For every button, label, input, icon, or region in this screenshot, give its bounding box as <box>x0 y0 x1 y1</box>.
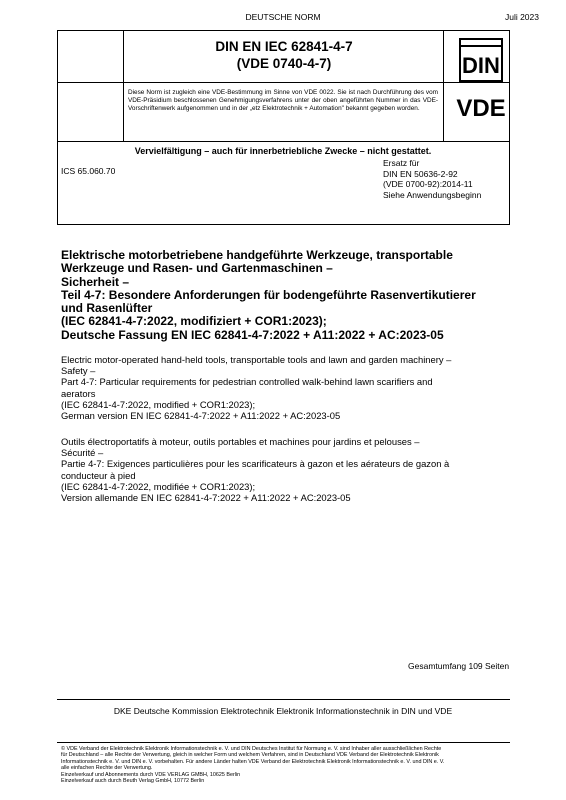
reproduction-notice: Vervielfältigung – auch für innerbetriebliche Zwecke – nicht gestattet. <box>134 146 432 156</box>
copyright-footer <box>61 746 511 784</box>
publisher: DKE Deutsche Kommission Elektrotechnik Elektronik Informationstechnik in DIN und VDE <box>113 706 453 716</box>
replacement-line: (VDE 0700-92):2014-11 <box>383 179 473 189</box>
document-type: DEUTSCHE NORM <box>245 12 321 22</box>
title-line: Teil 4-7: Besondere Anforderungen für bodengeführte Rasenvertikutierer <box>61 287 476 302</box>
footer-line: alle einfachen Rechte der Verwertung. <box>61 765 153 772</box>
title-line: Partie 4-7: Exigences particulières pour les scarificateurs à gazon et les aérateurs de gazon à <box>61 458 450 470</box>
title-line: Sicherheit – <box>61 274 130 289</box>
divider <box>57 742 510 743</box>
vde-logo-text: VDE <box>456 95 506 122</box>
title-line: und Rasenlüfter <box>61 301 153 316</box>
footer-line: © VDE Verband der Elektrotechnik Elektronik Informationstechnik e. V. und DIN Deutsches Institut für Normung e. V. sind Inhaber aller ausschließlichen Rechte <box>61 746 442 752</box>
title-english <box>61 354 526 421</box>
title-line: Electric motor-operated hand-held tools, transportable tools and lawn and garden machinery – <box>61 354 452 365</box>
din-logo-text: DIN <box>462 53 500 78</box>
vde-notice: Diese Norm ist zugleich eine VDE-Bestimmung im Sinne von VDE 0022. Sie ist nach Durchführung des vom VDE-Präsidium beschlossenen Genehmigungsverfahrens unter der oben angeführten Nummer in das VDE-Vorschriftenwerk aufgenommen und in der „etz Elektrotechnik + Automation" bekannt gegeben worden. <box>128 89 438 113</box>
title-line: conducteur à pied <box>61 469 136 481</box>
title-line: Version allemande EN IEC 62841-4-7:2022 + A11:2022 + AC:2023-05 <box>61 492 351 504</box>
total-pages: Gesamtumfang 109 Seiten <box>408 661 510 671</box>
title-line: German version EN IEC 62841-4-7:2022 + A11:2022 + AC:2023-05 <box>61 410 341 422</box>
footer-line: Einzelverkauf und Abonnements durch VDE VERLAG GMBH, 10625 Berlin <box>61 771 241 778</box>
standard-number: DIN EN IEC 62841-4-7 <box>215 39 353 54</box>
publication-date: Juli 2023 <box>504 12 539 22</box>
title-line: Elektrische motorbetriebene handgeführte Werkzeuge, transportable <box>61 248 453 262</box>
din-logo <box>459 38 503 82</box>
title-line: Deutsche Fassung EN IEC 62841-4-7:2022 + A11:2022 + AC:2023-05 <box>61 327 444 342</box>
replacement-line: Siehe Anwendungsbeginn <box>383 189 482 200</box>
title-line: aerators <box>61 387 96 399</box>
divider <box>57 699 510 700</box>
vde-logo <box>446 94 516 122</box>
footer-line: Informationstechnik e. V. und DIN e. V. vorbehalten. Für andere Länder halten VDE Verband der Elektrotechnik Elektronik Informationstechnik e. V. und DIN e. V. <box>61 758 445 765</box>
title-french <box>61 436 526 503</box>
replacement-line: DIN EN 50636-2-92 <box>383 168 458 179</box>
footer-line: Einzelverkauf auch durch Beuth Verlag GmbH, 10772 Berlin <box>61 778 205 785</box>
title-line: Werkzeuge und Rasen- und Gartenmaschinen – <box>61 261 333 276</box>
title-german <box>61 249 521 342</box>
ics-code: ICS 65.060.70 <box>61 166 116 176</box>
title-line: Sécurité – <box>61 447 104 459</box>
title-line: Safety – <box>61 365 96 377</box>
title-line: (IEC 62841-4-7:2022, modified + COR1:2023); <box>61 398 256 410</box>
footer-line: für Deutschland – alle Rechte der Verwertung, gleich in welcher Form und welchem Verfahren, sind in Deutschland VDE Verband der Elektrotechnik Elektronik <box>61 752 439 759</box>
title-line: (IEC 62841-4-7:2022, modifiée + COR1:2023); <box>61 480 256 492</box>
title-line: Outils électroportatifs à moteur, outils portables et machines pour jardins et pelouses – <box>61 436 420 447</box>
replacement-info <box>383 158 481 200</box>
replacement-line: Ersatz für <box>383 158 420 168</box>
vde-number: (VDE 0740-4-7) <box>236 56 332 71</box>
title-line: Part 4-7: Particular requirements for pedestrian controlled walk-behind lawn scarifiers and <box>61 376 433 388</box>
title-line: (IEC 62841-4-7:2022, modifiziert + COR1:2023); <box>61 314 327 329</box>
